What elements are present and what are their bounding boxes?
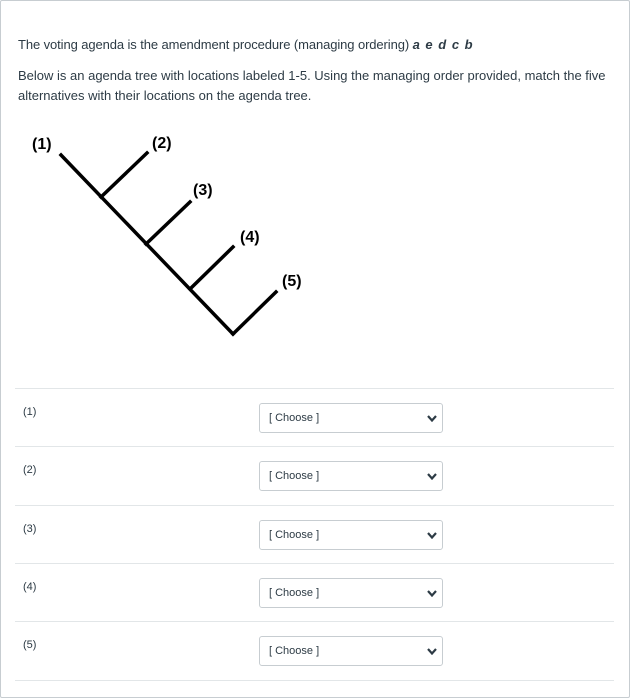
location-4-select[interactable] xyxy=(259,578,443,608)
tree-label-4: (4) xyxy=(240,229,260,246)
match-row xyxy=(15,446,614,504)
match-row xyxy=(15,621,614,679)
row-label: (5) xyxy=(23,639,37,651)
agenda-tree-diagram xyxy=(0,120,632,350)
row-label: (4) xyxy=(23,581,37,593)
select-value: [ Choose ] xyxy=(269,645,320,657)
tree-label-2: (2) xyxy=(152,135,172,152)
match-row xyxy=(15,563,614,621)
chevron-down-icon xyxy=(427,532,437,539)
select-value: [ Choose ] xyxy=(269,587,320,599)
tree-label-1: (1) xyxy=(32,136,52,153)
chevron-down-icon xyxy=(427,590,437,597)
row-label: (3) xyxy=(23,523,37,535)
question-intro xyxy=(18,37,474,52)
select-value: [ Choose ] xyxy=(269,470,320,482)
row-label: (1) xyxy=(23,406,37,418)
chevron-down-icon xyxy=(427,473,437,480)
match-row xyxy=(15,388,614,446)
match-row xyxy=(15,505,614,563)
question-instructions: Below is an agenda tree with locations labeled 1-5. Using the managing order provided, match the five alternatives with their locations on the agenda tree. xyxy=(18,68,606,103)
location-3-select[interactable] xyxy=(259,520,443,550)
chevron-down-icon xyxy=(427,415,437,422)
managing-order: a e d c b xyxy=(412,37,474,52)
divider xyxy=(15,680,614,681)
location-2-select[interactable] xyxy=(259,461,443,491)
location-5-select[interactable] xyxy=(259,636,443,666)
chevron-down-icon xyxy=(427,648,437,655)
intro-text: The voting agenda is the amendment procedure (managing ordering) xyxy=(18,37,410,52)
location-1-select[interactable] xyxy=(259,403,443,433)
tree-label-3: (3) xyxy=(193,182,213,199)
row-label: (2) xyxy=(23,464,37,476)
tree-label-5: (5) xyxy=(282,273,302,290)
select-value: [ Choose ] xyxy=(269,412,320,424)
select-value: [ Choose ] xyxy=(269,529,320,541)
